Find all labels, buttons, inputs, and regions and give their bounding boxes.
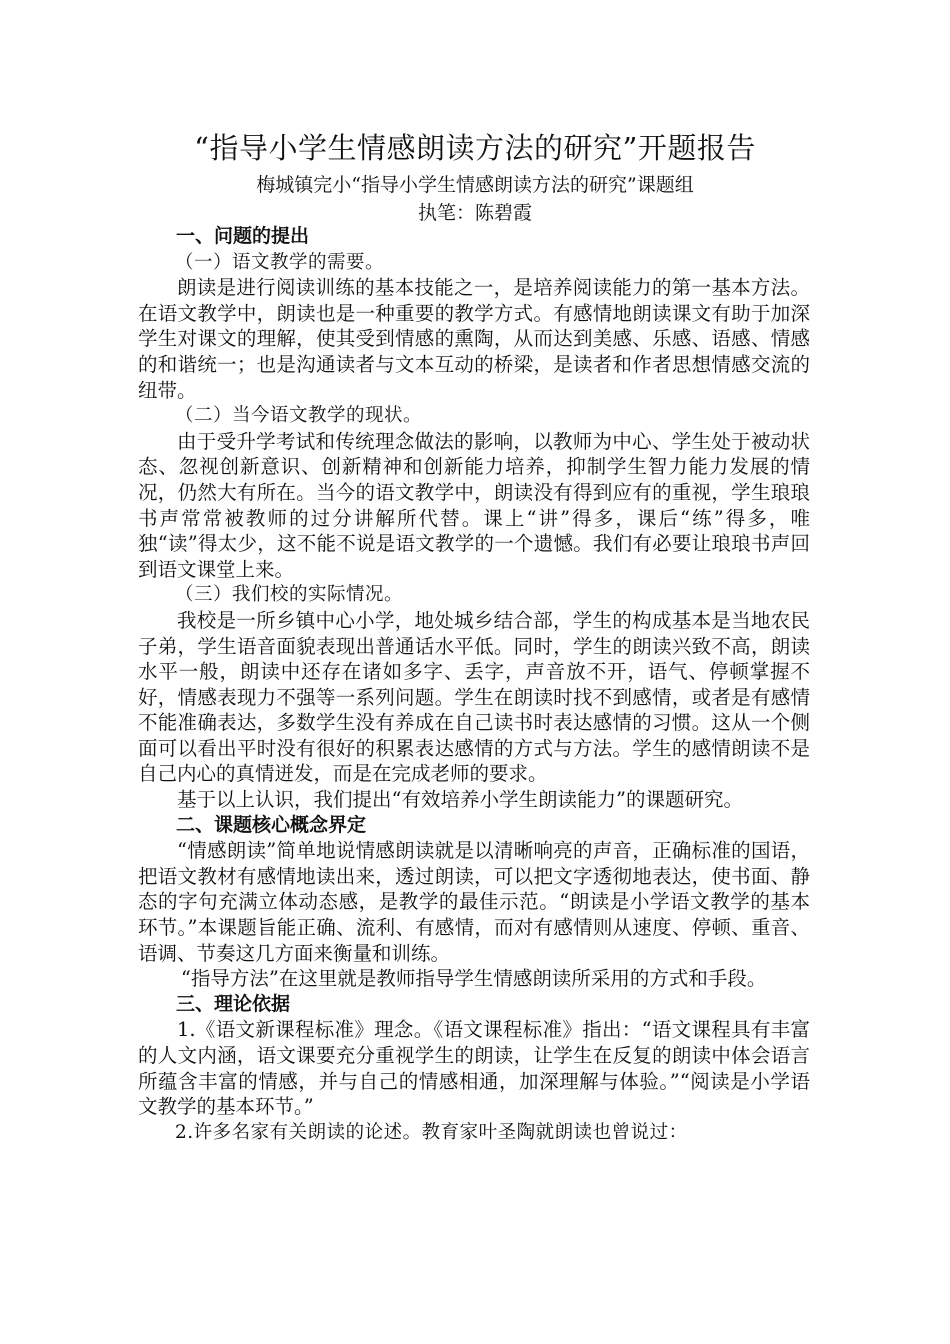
document-title: “指导小学生情感朗读方法的研究”开题报告 (194, 131, 756, 165)
section-heading-problem: 一、问题的提出 (176, 225, 310, 247)
paragraph-famous-quotes: 2.许多名家有关朗读的论述。教育家叶圣陶就朗读也曾说过： (175, 1121, 688, 1143)
paragraph-conclusion: 基于以上认识，我们提出“有效培养小学生朗读能力”的课题研究。 (177, 788, 743, 812)
paragraph-status: 由于受升学考试和传统理念做法的影响，以教师为中心、学生处于被动状态、忽视创新意识、创新精神和创新能力培养，抑制学生智力能力发展的情况，仍然大有所在。当今的语文教学中，朗读没有得到应有的重视，学生琅琅书声常常被教师的过分讲解所代替。课上“讲”得多，课后“练”得多，唯独“读”得太少，这不能不说是语文教学的一个遗憾。我们有必要让琅琅书声回到语文课堂上来。 (138, 429, 810, 581)
subsection-heading-status: （二）当今语文教学的现状。 (175, 405, 423, 427)
document-author: 执笔：陈碧霞 (417, 202, 532, 224)
paragraph-school: 我校是一所乡镇中心小学，地处城乡结合部，学生的构成基本是当地农民子弟，学生语音面貌表现出普通话水平低。同时，学生的朗读兴致不高，朗读水平一般，朗读中还存在诸如多字、丢字，声音放不开，语气、停顿掌握不好，情感表现力不强等一系列问题。学生在朗读时找不到感情，或者是有感情不能准确表达，多数学生没有养成在自己读书时表达感情的习惯。这从一个侧面可以看出平时没有很好的积累表达感情的方式与方法。学生的感情朗读不是自己内心的真情迸发，而是在完成老师的要求。 (138, 608, 810, 786)
paragraph-need: 朗读是进行阅读训练的基本技能之一，是培养阅读能力的第一基本方法。在语文教学中，朗读也是一种重要的教学方式。有感情地朗读课文有助于加深学生对课文的理解，使其受到情感的熏陶，从而达到美感、乐感、语感、情感的和谐统一；也是沟通读者与文本互动的桥梁，是读者和作者思想情感交流的纽带。 (138, 276, 810, 402)
subsection-heading-school: （三）我们校的实际情况。 (175, 584, 404, 606)
section-heading-concepts: 二、课题核心概念界定 (176, 813, 367, 836)
section-heading-theory: 三、理论依据 (176, 992, 291, 1015)
paragraph-curriculum-standard: 1.《语文新课程标准》理念。《语文课程标准》指出：“语文课程具有丰富的人文内涵，语文课要充分重视学生的朗读，让学生在反复的朗读中体会语言所蕴含丰富的情感，并与自己的情感相通，加深理解与体验。”“阅读是小学语文教学的基本环节。” (138, 1018, 810, 1119)
subsection-heading-need: （一）语文教学的需要。 (175, 251, 385, 273)
document-subtitle: 梅城镇完小“指导小学生情感朗读方法的研究”课题组 (256, 174, 694, 196)
paragraph-guidance-method: “指导方法”在这里就是教师指导学生情感朗读所采用的方式和手段。 (180, 967, 767, 991)
document-body (138, 224, 810, 1145)
paragraph-emotional-reading: “情感朗读”简单地说情感朗读就是以清晰响亮的声音，正确标准的国语，把语文教材有感情地读出来，透过朗读，可以把文字透彻地表达，使书面、静态的字句充满立体动态感，是教学的最佳示范。“朗读是小学语文教学的基本环节。”本课题旨能正确、流利、有感情，而对有感情则从速度、停顿、重音、语调、节奏这几方面来衡量和训练。 (138, 839, 810, 965)
